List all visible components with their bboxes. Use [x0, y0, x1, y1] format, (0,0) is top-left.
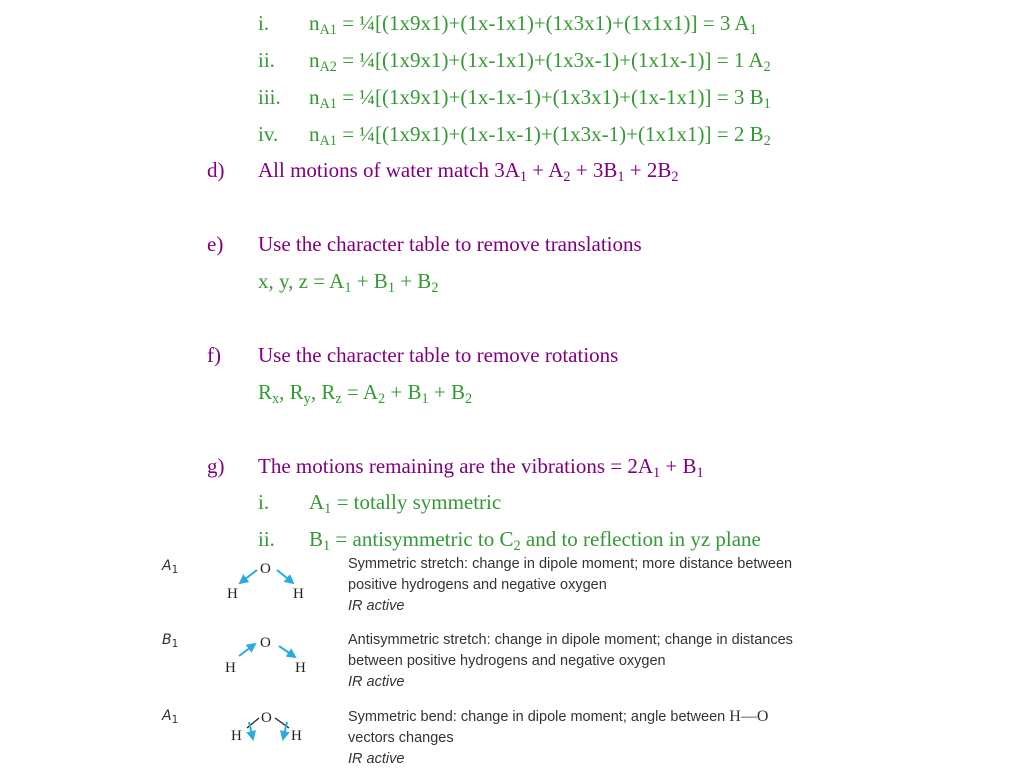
item-number: ii.: [258, 527, 275, 551]
step-letter: g): [207, 454, 225, 478]
vibration-description-3: Symmetric bend: change in dipole moment; angle between H—O vectors changes IR active: [348, 708, 769, 767]
calc-number: iii.: [258, 85, 281, 109]
item-text: $A_1$ = totally symmetric: [309, 490, 502, 517]
hydrogen-atom: H: [291, 728, 302, 744]
hydrogen-atom: H: [295, 660, 306, 676]
step-text: All motions of water match $3A_1 + A_2 + 3B_1 + 2B_2$: [258, 158, 679, 185]
step-text: Use the character table to remove rotations: [258, 343, 619, 367]
hydrogen-atom: H: [227, 586, 238, 602]
item-number: i.: [258, 490, 270, 514]
symmetry-label-a1-bend: $A_1$: [162, 708, 179, 726]
step-text: The motions remaining are the vibrations = $2A_1 + B_1$: [258, 454, 704, 481]
step-text: Use the character table to remove translations: [258, 232, 642, 256]
calc-number: ii.: [258, 48, 275, 72]
calc-expression: $n_{A1}$ = ¼[(1x9x1)+(1x-1x-1)+(1x3x1)+(1x-1x1)] = 3 $B_1$: [309, 85, 771, 112]
item-text: $B_1$ = antisymmetric to $C_2$ and to reflection in yz plane: [309, 527, 761, 554]
step-letter: e): [207, 232, 224, 256]
water-symmetric-stretch-diagram: [215, 556, 325, 604]
step-letter: d): [207, 158, 225, 182]
step-f-result: $R_x$, $R_y$, $R_z = A_2 + B_1 + B_2$: [258, 380, 473, 407]
calc-expression: $n_{A1}$ = ¼[(1x9x1)+(1x-1x-1)+(1x3x-1)+(1x1x1)] = 2 $B_2$: [309, 122, 771, 149]
symmetry-label-b1: $B_1$: [162, 632, 179, 650]
hydrogen-atom: H: [225, 660, 236, 676]
oxygen-atom: O: [261, 710, 272, 726]
calc-number: i.: [258, 11, 270, 35]
calc-expression: $n_{A1}$ = ¼[(1x9x1)+(1x-1x1)+(1x3x1)+(1x1x1)] = 3 $A_1$: [309, 11, 757, 38]
step-letter: f): [207, 343, 221, 367]
vibration-description-1: Symmetric stretch: change in dipole moment; more distance between positive hydrogens and negative oxygen IR active: [348, 556, 793, 614]
step-e-result: x, y, $z = A_1 + B_1 + B_2$: [258, 269, 439, 296]
stretch-arrow: [240, 570, 257, 583]
h-o-vector: H—O: [729, 708, 769, 725]
hydrogen-atom: H: [293, 586, 304, 602]
stretch-arrow: [279, 646, 295, 657]
calc-number: iv.: [258, 122, 279, 146]
stretch-arrow: [239, 644, 255, 656]
oxygen-atom: O: [260, 635, 271, 651]
oxygen-atom: O: [260, 561, 271, 577]
vibration-description-2: Antisymmetric stretch: change in dipole moment; change in distances between positive hydrogens and negative oxygen IR active: [348, 632, 793, 690]
calc-expression: $n_{A2}$ = ¼[(1x9x1)+(1x-1x1)+(1x3x-1)+(1x1x-1)] = 1 $A_2$: [309, 48, 771, 75]
stretch-arrow: [277, 570, 293, 583]
hydrogen-atom: H: [231, 728, 242, 744]
symmetry-label-a1: $A_1$: [162, 558, 179, 576]
water-antisymmetric-stretch-diagram: [215, 630, 325, 678]
water-symmetric-bend-diagram: [215, 706, 325, 752]
